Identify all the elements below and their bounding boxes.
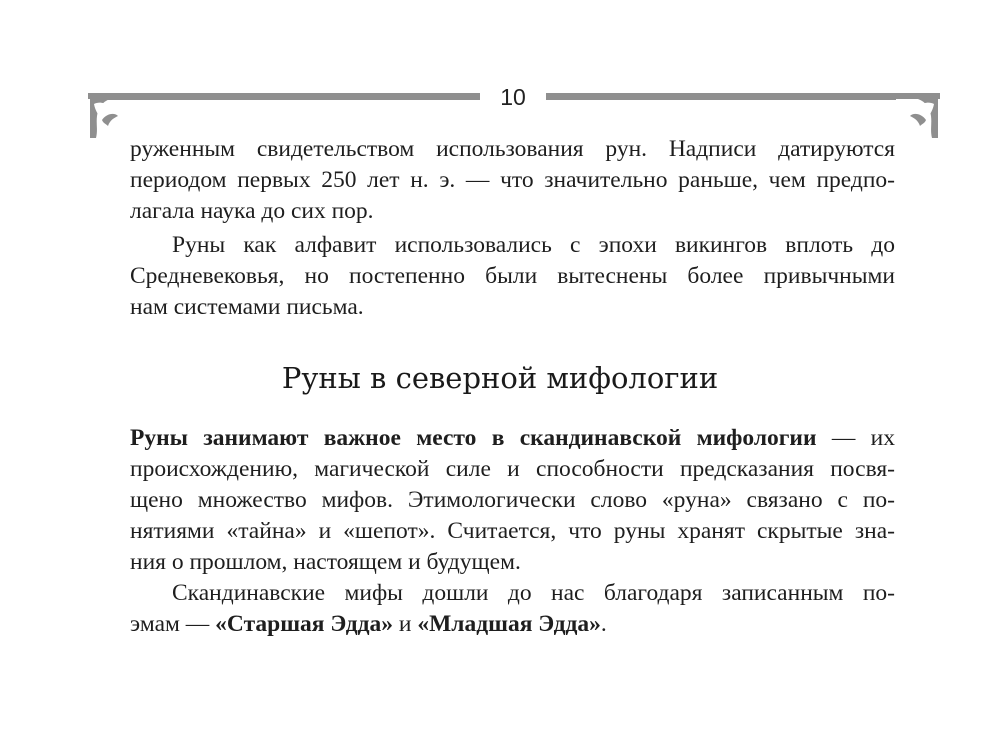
text-line: Скандинавские мифы дошли до нас благодаря записанным по- <box>172 580 895 606</box>
text-line: нам системами письма. <box>130 294 364 320</box>
text-line: Средневековья, но постепенно были вытеснены более привычными <box>130 263 895 289</box>
bold-lead: Руны занимают важное место в скандинавской мифологии <box>130 425 817 451</box>
header-rule-left <box>104 93 480 100</box>
text-line: лагала наука до сих пор. <box>130 198 374 224</box>
text-line: ния о прошлом, настоящем и будущем. <box>130 549 521 575</box>
text-fragment: . <box>600 611 607 637</box>
text-line: Руны как алфавит использовались с эпохи викингов вплоть до <box>172 232 895 258</box>
title-younger-edda: «Младшая Эдда» <box>417 611 601 637</box>
text-line: происхождению, магической силе и способности предсказания посвя- <box>130 456 895 482</box>
text-line: периодом первых 250 лет н. э. — что значительно раньше, чем предпо- <box>130 167 895 193</box>
title-elder-edda: «Старшая Эдда» <box>215 611 394 637</box>
text-line <box>130 423 895 454</box>
corner-ornament-right-icon <box>890 90 940 138</box>
paragraph-continuation <box>130 134 895 227</box>
text-line <box>130 609 895 640</box>
lead-rest: — их <box>816 425 895 451</box>
text-fragment: эмам — <box>130 611 216 637</box>
paragraph-eddas <box>130 578 895 640</box>
page-number: 10 <box>500 84 526 110</box>
paragraph-runes-mythology <box>130 423 895 578</box>
paragraph-runes-alphabet <box>130 230 895 323</box>
text-fragment: и <box>393 611 418 637</box>
text-line: нятиями «тайна» и «шепот». Считается, что руны хранят скрытые зна- <box>130 518 895 544</box>
section-title: Руны в северной мифологии <box>281 361 719 395</box>
text-line: щено множество мифов. Этимологически слово «руна» связано с по- <box>130 487 895 513</box>
text-line: руженным свидетельством использования рун. Надписи датируются <box>130 136 895 162</box>
header-rule-right <box>546 93 896 100</box>
